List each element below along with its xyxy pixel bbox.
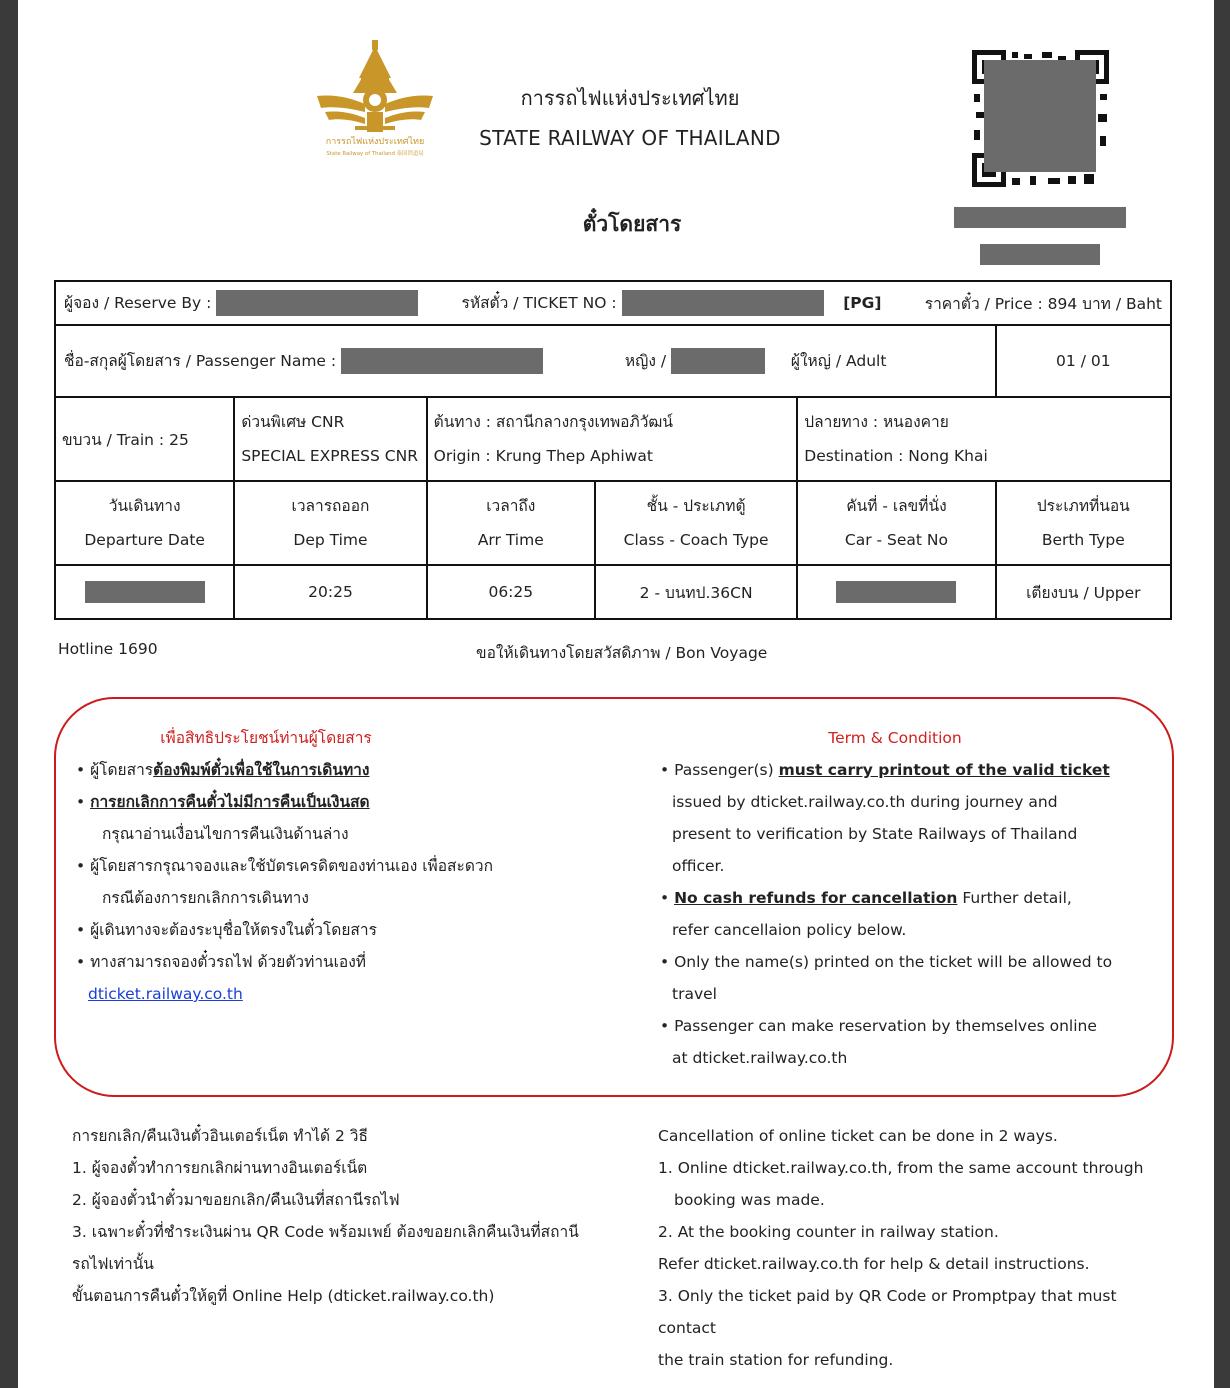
redacted-ticket-no xyxy=(622,290,824,316)
car-seat xyxy=(797,565,995,619)
cancel-english-line: 2. At the booking counter in railway station. xyxy=(658,1223,999,1241)
terms-thai-title: เพื่อสิทธิประโยชน์ท่านผู้โดยสาร xyxy=(160,729,372,747)
origin: ต้นทาง : สถานีกลางกรุงเทพอภิวัฒน์ Origin : Krung Thep Aphiwat xyxy=(427,397,798,481)
terms-thai-item: • การยกเลิกการคืนตั๋วไม่มีการคืนเป็นเงินสด xyxy=(76,786,496,818)
destination: ปลายทาง : หนองคาย Destination : Nong Khai xyxy=(797,397,1171,481)
cancel-english-line: Refer dticket.railway.co.th for help & detail instructions. xyxy=(658,1255,1090,1273)
terms-english-title: Term & Condition xyxy=(828,729,962,747)
terms-thai-item: • ทางสามารถจองตั๋วรถไฟ ด้วยตัวท่านเองที่ xyxy=(76,946,496,978)
org-name-th: การรถไฟแห่งประเทศไทย xyxy=(520,86,740,110)
cancel-policy-english xyxy=(658,1120,1178,1376)
passenger-type: ผู้ใหญ่ / Adult xyxy=(790,351,887,370)
svg-text:State Railway of Thailand 泰国铁道: State Railway of Thailand 泰国铁道局 xyxy=(326,151,424,157)
value-row xyxy=(55,565,1171,619)
terms-english-item: refer cancellaion policy below. xyxy=(672,921,907,939)
qr-code-icon xyxy=(972,50,1109,187)
reserve-row xyxy=(55,281,1171,325)
passenger-gender: หญิง / xyxy=(625,352,765,370)
terms-english-item: at dticket.railway.co.th xyxy=(672,1049,848,1067)
berth-type: เตียงบน / Upper xyxy=(996,565,1171,619)
cancel-english-line: the train station for refunding. xyxy=(658,1351,894,1369)
terms-english-item: present to verification by State Railways of Thailand xyxy=(672,825,1078,843)
cancel-english-line: 1. Online dticket.railway.co.th, from the same account through xyxy=(658,1159,1144,1177)
terms-thai-item: • ผู้โดยสารกรุณาจองและใช้บัตรเครดิตของท่านเอง เพื่อสะดวก xyxy=(76,850,496,882)
terms-english-item: • Passenger(s) must carry printout of the valid ticket xyxy=(660,754,1130,786)
passenger-name: ชื่อ-สกุลผู้โดยสาร / Passenger Name : xyxy=(64,352,543,370)
redacted-booking-ref xyxy=(954,207,1126,228)
bon-voyage: ขอให้เดินทางโดยสวัสดิภาพ / Bon Voyage xyxy=(476,644,768,662)
ticket-table xyxy=(54,280,1172,620)
ticket-no: รหัสตั๋ว / TICKET NO : [PG] xyxy=(462,290,882,317)
header-dep-time: เวลารถออก Dep Time xyxy=(234,481,426,565)
terms-english-item: • No cash refunds for cancellation Further detail, xyxy=(660,882,1130,914)
passenger-count: 01 / 01 xyxy=(996,325,1171,397)
terms-english-item: • Passenger can make reservation by themselves online xyxy=(660,1010,1130,1042)
reserve-by: ผู้จอง / Reserve By : xyxy=(64,290,418,317)
cancel-policy-thai xyxy=(72,1120,612,1312)
train-number: ขบวน / Train : 25 xyxy=(55,397,234,481)
cancel-thai-line: การยกเลิก/คืนเงินตั๋วอินเตอร์เน็ต ทำได้ 2 วิธี xyxy=(72,1127,368,1145)
header-arr-time: เวลาถึง Arr Time xyxy=(427,481,595,565)
passenger-row xyxy=(55,325,1171,397)
ticket-page xyxy=(18,0,1214,1388)
terms-english xyxy=(660,722,1130,1074)
arr-time: 06:25 xyxy=(427,565,595,619)
dticket-link[interactable]: dticket.railway.co.th xyxy=(88,985,243,1003)
terms-english-item: • Only the name(s) printed on the ticket will be allowed to xyxy=(660,946,1130,978)
class-coach: 2 - บนทป.36CN xyxy=(595,565,797,619)
cancel-english-line: 3. Only the ticket paid by QR Code or Promptpay that must contact xyxy=(658,1287,1117,1337)
redacted-reserve-name xyxy=(216,290,418,316)
cancel-thai-line: 2. ผู้จองตั๋วนำตั๋วมาขอยกเลิก/คืนเงินที่สถานีรถไฟ xyxy=(72,1191,400,1209)
terms-english-item: officer. xyxy=(672,857,725,875)
hotline: Hotline 1690 xyxy=(58,640,158,658)
redacted-gender xyxy=(671,348,765,374)
org-name-en: STATE RAILWAY OF THAILAND xyxy=(479,126,781,150)
cancel-thai-line: ขั้นตอนการคืนตั๋วให้ดูที่ Online Help (dticket.railway.co.th) xyxy=(72,1287,495,1305)
train-type: ด่วนพิเศษ CNR SPECIAL EXPRESS CNR xyxy=(234,397,426,481)
cancel-english-line: Cancellation of online ticket can be done in 2 ways. xyxy=(658,1127,1058,1145)
terms-thai-item: • ผู้โดยสารต้องพิมพ์ตั๋วเพื่อใช้ในการเดินทาง xyxy=(76,754,496,786)
terms-english-item: issued by dticket.railway.co.th during journey and xyxy=(672,793,1058,811)
page-title: ตั๋วโดยสาร xyxy=(582,212,682,236)
header-departure-date: วันเดินทาง Departure Date xyxy=(55,481,234,565)
header-berth: ประเภทที่นอน Berth Type xyxy=(996,481,1171,565)
cancel-thai-line: 3. เฉพาะตั๋วที่ชำระเงินผ่าน QR Code พร้อมเพย์ ต้องขอยกเลิกคืนเงินที่สถานี xyxy=(72,1223,579,1241)
cancel-english-line: booking was made. xyxy=(674,1191,825,1209)
cancel-thai-line: รถไฟเท่านั้น xyxy=(72,1255,154,1273)
ticket-price: ราคาตั๋ว / Price : 894 บาท / Baht xyxy=(924,294,1162,313)
redacted-departure-date xyxy=(85,581,205,603)
terms-thai xyxy=(76,722,496,1010)
header-row xyxy=(55,481,1171,565)
header-class: ชั้น - ประเภทตู้ Class - Coach Type xyxy=(595,481,797,565)
terms-thai-item: กรุณาอ่านเงื่อนไขการคืนเงินด้านล่าง xyxy=(102,825,349,843)
route-row xyxy=(55,397,1171,481)
cancel-thai-line: 1. ผู้จองตั๋วทำการยกเลิกผ่านทางอินเตอร์เน็ต xyxy=(72,1159,368,1177)
svg-text:การรถไฟแห่งประเทศไทย: การรถไฟแห่งประเทศไทย xyxy=(325,137,425,147)
departure-date xyxy=(55,565,234,619)
header-car-seat: คันที่ - เลขที่นั่ง Car - Seat No xyxy=(797,481,995,565)
terms-thai-item: • ผู้เดินทางจะต้องระบุชื่อให้ตรงในตั๋วโดยสาร xyxy=(76,914,496,946)
terms-english-item: travel xyxy=(672,985,717,1003)
redacted-car-seat xyxy=(836,581,956,603)
redacted-booking-code xyxy=(980,244,1100,265)
terms-thai-item: กรณีต้องการยกเลิกการเดินทาง xyxy=(102,889,309,907)
redacted-passenger-name xyxy=(341,348,543,374)
dep-time: 20:25 xyxy=(234,565,426,619)
